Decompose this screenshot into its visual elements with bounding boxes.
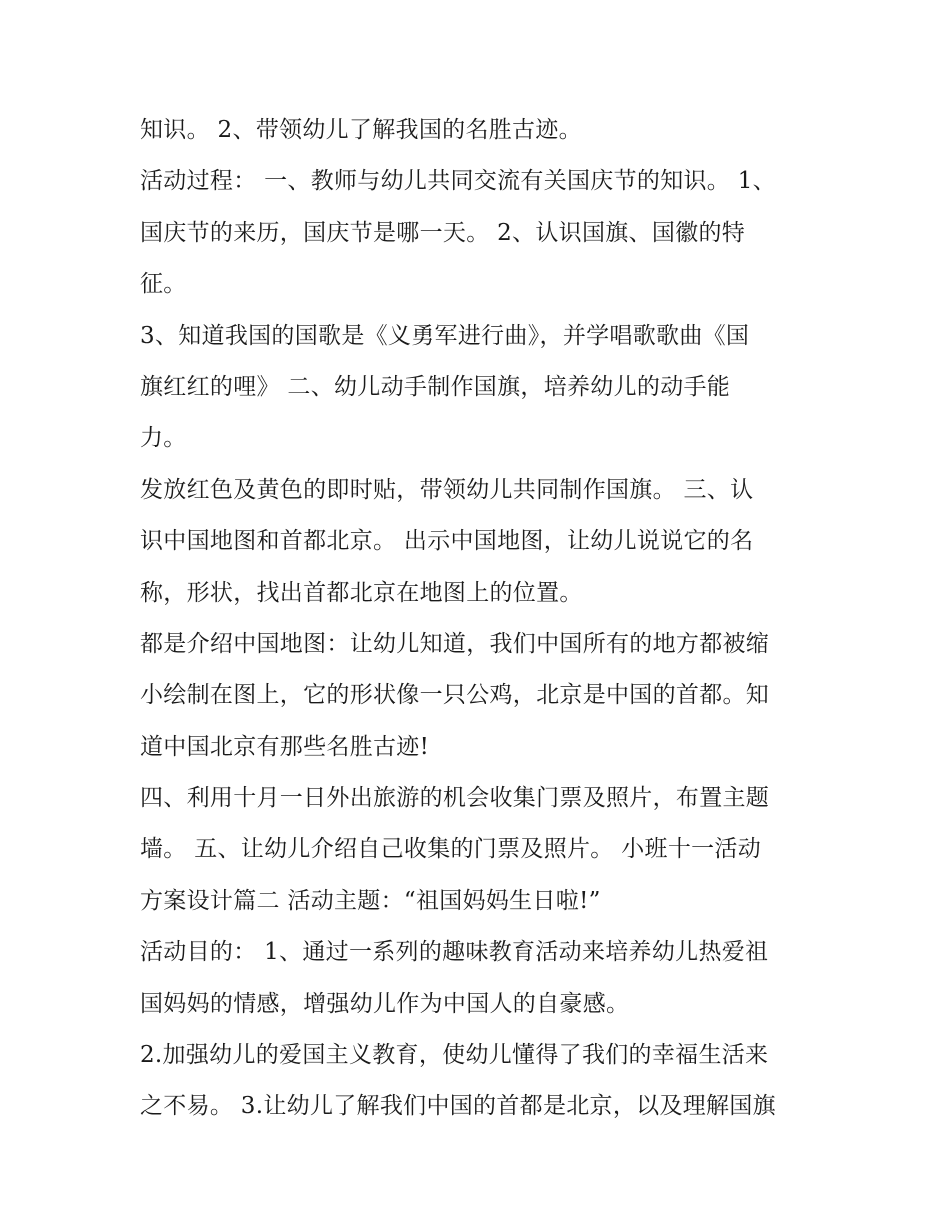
- document-body: [140, 107, 820, 1135]
- text-line: 力。: [140, 425, 187, 452]
- text-line: 识中国地图和首都北京。 出示中国地图，让幼儿说说它的名: [140, 528, 754, 555]
- text-line: 知识。 2、带领幼儿了解我国的名胜古迹。: [140, 117, 582, 143]
- text-line: 旗红红的哩》 二、幼儿动手制作国旗，培养幼儿的动手能: [140, 373, 731, 400]
- text-line: 墙。 五、让幼儿介绍自己收集的门票及照片。 小班十一活动: [140, 836, 762, 863]
- text-line: 道中国北京有那些名胜古迹!: [140, 733, 430, 760]
- text-line: 征。: [140, 271, 187, 298]
- text-line: 国妈妈的情感，增强幼儿作为中国人的自豪感。: [140, 990, 630, 1017]
- text-line: 方案设计篇二 活动主题：“祖国妈妈生日啦!”: [140, 887, 601, 914]
- text-line: 活动过程： 一、教师与幼儿共同交流有关国庆节的知识。 1、: [140, 168, 776, 195]
- text-line: 称，形状，找出首都北京在地图上的位置。: [140, 579, 583, 606]
- text-line: 发放红色及黄色的即时贴，带领幼儿共同制作国旗。 三、认: [140, 476, 754, 503]
- text-line: 都是介绍中国地图：让幼儿知道，我们中国所有的地方都被缩: [140, 630, 770, 657]
- text-line: 2.加强幼儿的爱国主义教育，使幼儿懂得了我们的幸福生活来: [140, 1042, 769, 1069]
- text-line: 四、利用十月一日外出旅游的机会收集门票及照片，布置主题: [140, 785, 770, 812]
- text-line: 3、知道我国的国歌是《义勇军进行曲》，并学唱歌歌曲《国: [140, 322, 750, 349]
- text-line: 活动目的： 1、通过一系列的趣味教育活动来培养幼儿热爱祖: [140, 939, 769, 966]
- text-line: 之不易。 3.让幼儿了解我们中国的首都是北京，以及理解国旗: [140, 1093, 776, 1120]
- text-line: 国庆节的来历，国庆节是哪一天。 2、认识国旗、国徽的特: [140, 219, 746, 246]
- text-line: 小绘制在图上，它的形状像一只公鸡，北京是中国的首都。知: [140, 682, 770, 709]
